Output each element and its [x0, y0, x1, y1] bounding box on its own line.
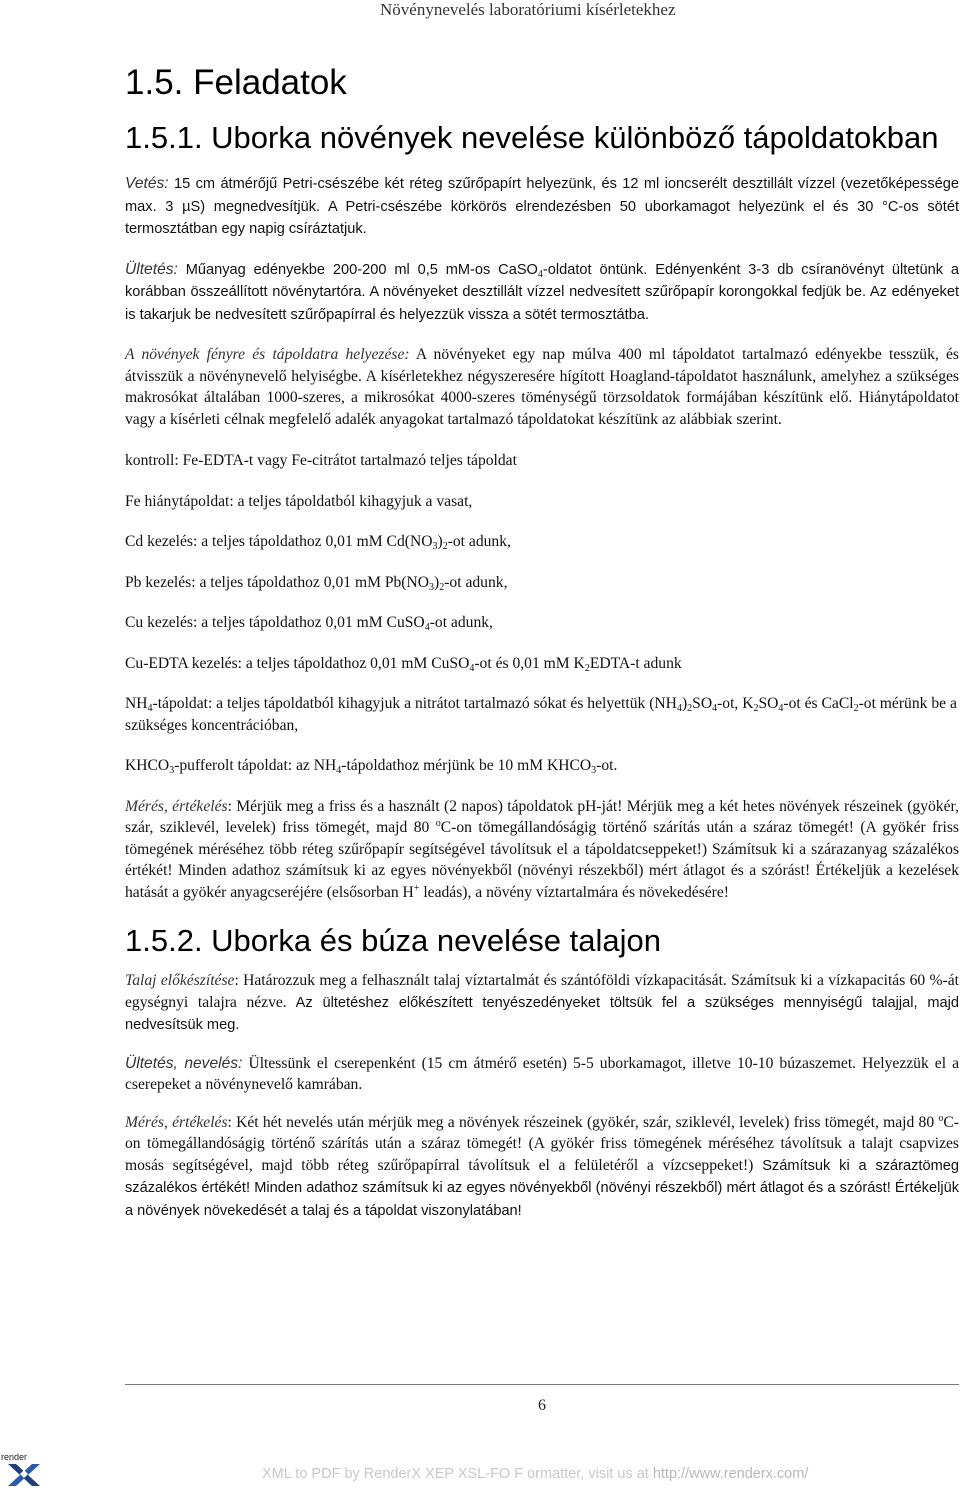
- paragraph-text: Az edényeket is takarjuk be nedvesített szűrőpapírral és helyezzük vissza a sötét termosztátba.: [125, 284, 959, 323]
- list-item-pb: Pb kezelés: a teljes tápoldathoz 0,01 mM $Pb(NO_3)_2-ot$ adunk,: [125, 573, 508, 593]
- paragraph-meres-2: Mérés, értékelés: Két hét nevelés után mérjük meg a növények részeinek (gyökér, szár, sziklevél, levelek) friss tömegét, majd 80 $^o$C-on tömegállandóságig történő szárítás után a száraz tömegét! (A gyökér friss tömegének méréséhez távolítsuk a talajt csapvizes mosás segítségével, majd több réteg szűrőpapírral távolítsuk el a felületéről a vízcseppeket!) Számítsuk ki a száraztömeg százalékos értékét! Minden adathoz számítsuk ki az egyes növényekből (növényi részekből) mért átlagot és a szórást! Értékeljük a növények növekedését a talaj és a tápoldat viszonylatában!: [125, 1112, 959, 1219]
- paragraph-label: Talaj előkészítése: [125, 972, 235, 989]
- list-item-nh4: $NH_4$-tápoldat: a teljes tápoldatból kihagyjuk a nitrátot tartalmazó sókat és helyettük $(NH_4)_2SO_4-ot$, $K_2SO_4-ot$ és CaCl$_2$-ot mérünk be a szükséges koncentrációban,: [125, 695, 957, 734]
- running-header: Növénynevelés laboratóriumi kísérletekhez: [380, 0, 676, 19]
- list-item-fe: Fe hiánytápoldat: a teljes tápoldatból kihagyjuk a vasat,: [125, 492, 473, 510]
- paragraph-text: Műanyag edényekbe 200-200 ml 0,5 mM-os CaSO: [177, 261, 538, 278]
- paragraph-text: A növényeket desztillált vízzel nedvesített szűrőpapír korongokkal fedjük be.: [365, 284, 867, 300]
- paragraph-talaj: Talaj előkészítése: Határozzuk meg a felhasznált talaj víztartalmát és szántóföldi vízkapacitását. Számítsuk ki a vízkapacitás 60 %-át egységnyi talajra nézve. Az ültetéshez előkészített tenyészedényeket töltsük fel a szükséges mennyiségű talajjal, majd nedvesítsük meg.: [125, 972, 959, 1033]
- paragraph-text: A növényeket egy nap múlva 400 ml tápoldatot tartalmazó edényekbe tesszük, és átvisszük a növénynevelő helyiségbe. A kísérletekhez négyszeresére hígított Hoagland-tápoldatot használunk, amelyhez a szükséges makrosókat általában 1000-szeres, a mikrosókat 4000-szeres töménységű törzsoldatok formájában készítünk elő. Hiánytápoldatot vagy a kísérleti célnak megfelelő adalék anyagokat tartalmazó tápoldatokat készítünk az alábbiak szerint.: [125, 346, 959, 428]
- footer-rule: [125, 1384, 959, 1385]
- paragraph-ultetes-2: Ültetés, nevelés: Ültessünk el cserepenként (15 cm átmérő esetén) 5-5 uborkamagot, illetve 10-10 búzaszemet. Helyezzük el a cserepeket a növénynevelő kamrában.: [125, 1054, 959, 1093]
- logo-text: render: [1, 1452, 28, 1462]
- paragraph-label: Vetés:: [125, 175, 169, 192]
- paragraph-text: -oldatot öntünk.: [542, 261, 648, 278]
- paragraph-label: A növények fényre és tápoldatra helyezése:: [125, 346, 410, 363]
- list-item-cd: Cd kezelés: a teljes tápoldathoz 0,01 mM $Cd(NO_3)_2-ot$ adunk,: [125, 533, 511, 552]
- paragraph-label: Ültetés, nevelés:: [125, 1054, 243, 1072]
- paragraph-label: Mérés, értékelés: [125, 797, 228, 815]
- section-title: 1.5. Feladatok: [125, 63, 347, 102]
- page-number: 6: [538, 1397, 546, 1414]
- paragraph-feny: [125, 344, 959, 430]
- list-item-kontroll: kontroll: Fe-EDTA-t vagy Fe-citrátot tartalmazó teljes tápoldat: [125, 452, 517, 469]
- list-item-cu: Cu kezelés: a teljes tápoldathoz 0,01 mM CuSO$_4$-ot adunk,: [125, 614, 493, 633]
- paragraph-label: Ültetés:: [125, 260, 178, 278]
- paragraph-ultetes: [125, 259, 959, 327]
- footer-note: XML to PDF by RenderX XEP XSL-FO F ormatter, visit us at http://www.renderx.com/: [262, 1466, 809, 1482]
- subscript: 4: [537, 268, 543, 280]
- subsection-title-2: 1.5.2. Uborka és búza nevelése talajon: [125, 923, 661, 958]
- list-item-cu-edta: Cu-EDTA kezelés: a teljes tápoldathoz 0,01 mM CuSO$_4$-ot és 0,01 mM $K_2EDTA-t$ adunk: [125, 654, 682, 674]
- paragraph-label: Mérés, értékelés: [125, 1113, 228, 1131]
- paragraph-text: 15 cm átmérőjű Petri-csészébe két réteg szűrőpapírt helyezünk, és 12 ml ioncserélt desztillált vízzel (vezetőképessége max. 3 µS) megnedvesítjük.: [125, 176, 959, 215]
- footer-link[interactable]: http://www.renderx.com/: [652, 1466, 809, 1482]
- paragraph-text: A Petri-csészébe körkörös elrendezésben 50 uborkamagot helyezünk el és 30 °C-os sötét termosztátban egy napig csíráztatjuk.: [125, 198, 959, 237]
- list-item-khco3: $KHCO_3$-pufferolt tápoldat: az $NH_4$-tápoldathoz mérjünk be 10 mM $KHCO_3-ot$.: [125, 757, 618, 776]
- paragraph-meres-1: Mérés, értékelés: Mérjük meg a friss és a használt (2 napos) tápoldatok pH-ját! Mérjük meg a két hetes növények részeinek (gyökér, szár, sziklevél, levelek) friss tömegét, majd 80 $^o$C-on tömegállandóságig történő szárítás után a száraz tömegét! (A gyökér friss tömegének méréséhez több réteg szűrőpapír segítségével távolítsuk el a tápoldatcseppeket!) Számítsuk ki a szárazanyag százalékos értékét! Minden adathoz számítsuk ki az egyes növényekből (növényi részekből) mért átlagot és a szórást! Értékeljük a kezelések hatását a gyökér anyagcseréjére (elsősorban H+ leadás), a növény víztartalmára és növekedésére!: [125, 797, 960, 901]
- subsection-title-1: 1.5.1. Uborka növények nevelése különböző tápoldatokban: [125, 120, 939, 155]
- renderx-logo: [0, 1452, 42, 1486]
- paragraph-text: Edényenként 3-3 db csíranövényt ültetünk a korábban összeállított növénytartóra.: [125, 261, 959, 300]
- page-content: [125, 62, 959, 1236]
- paragraph-vetes: [125, 173, 959, 241]
